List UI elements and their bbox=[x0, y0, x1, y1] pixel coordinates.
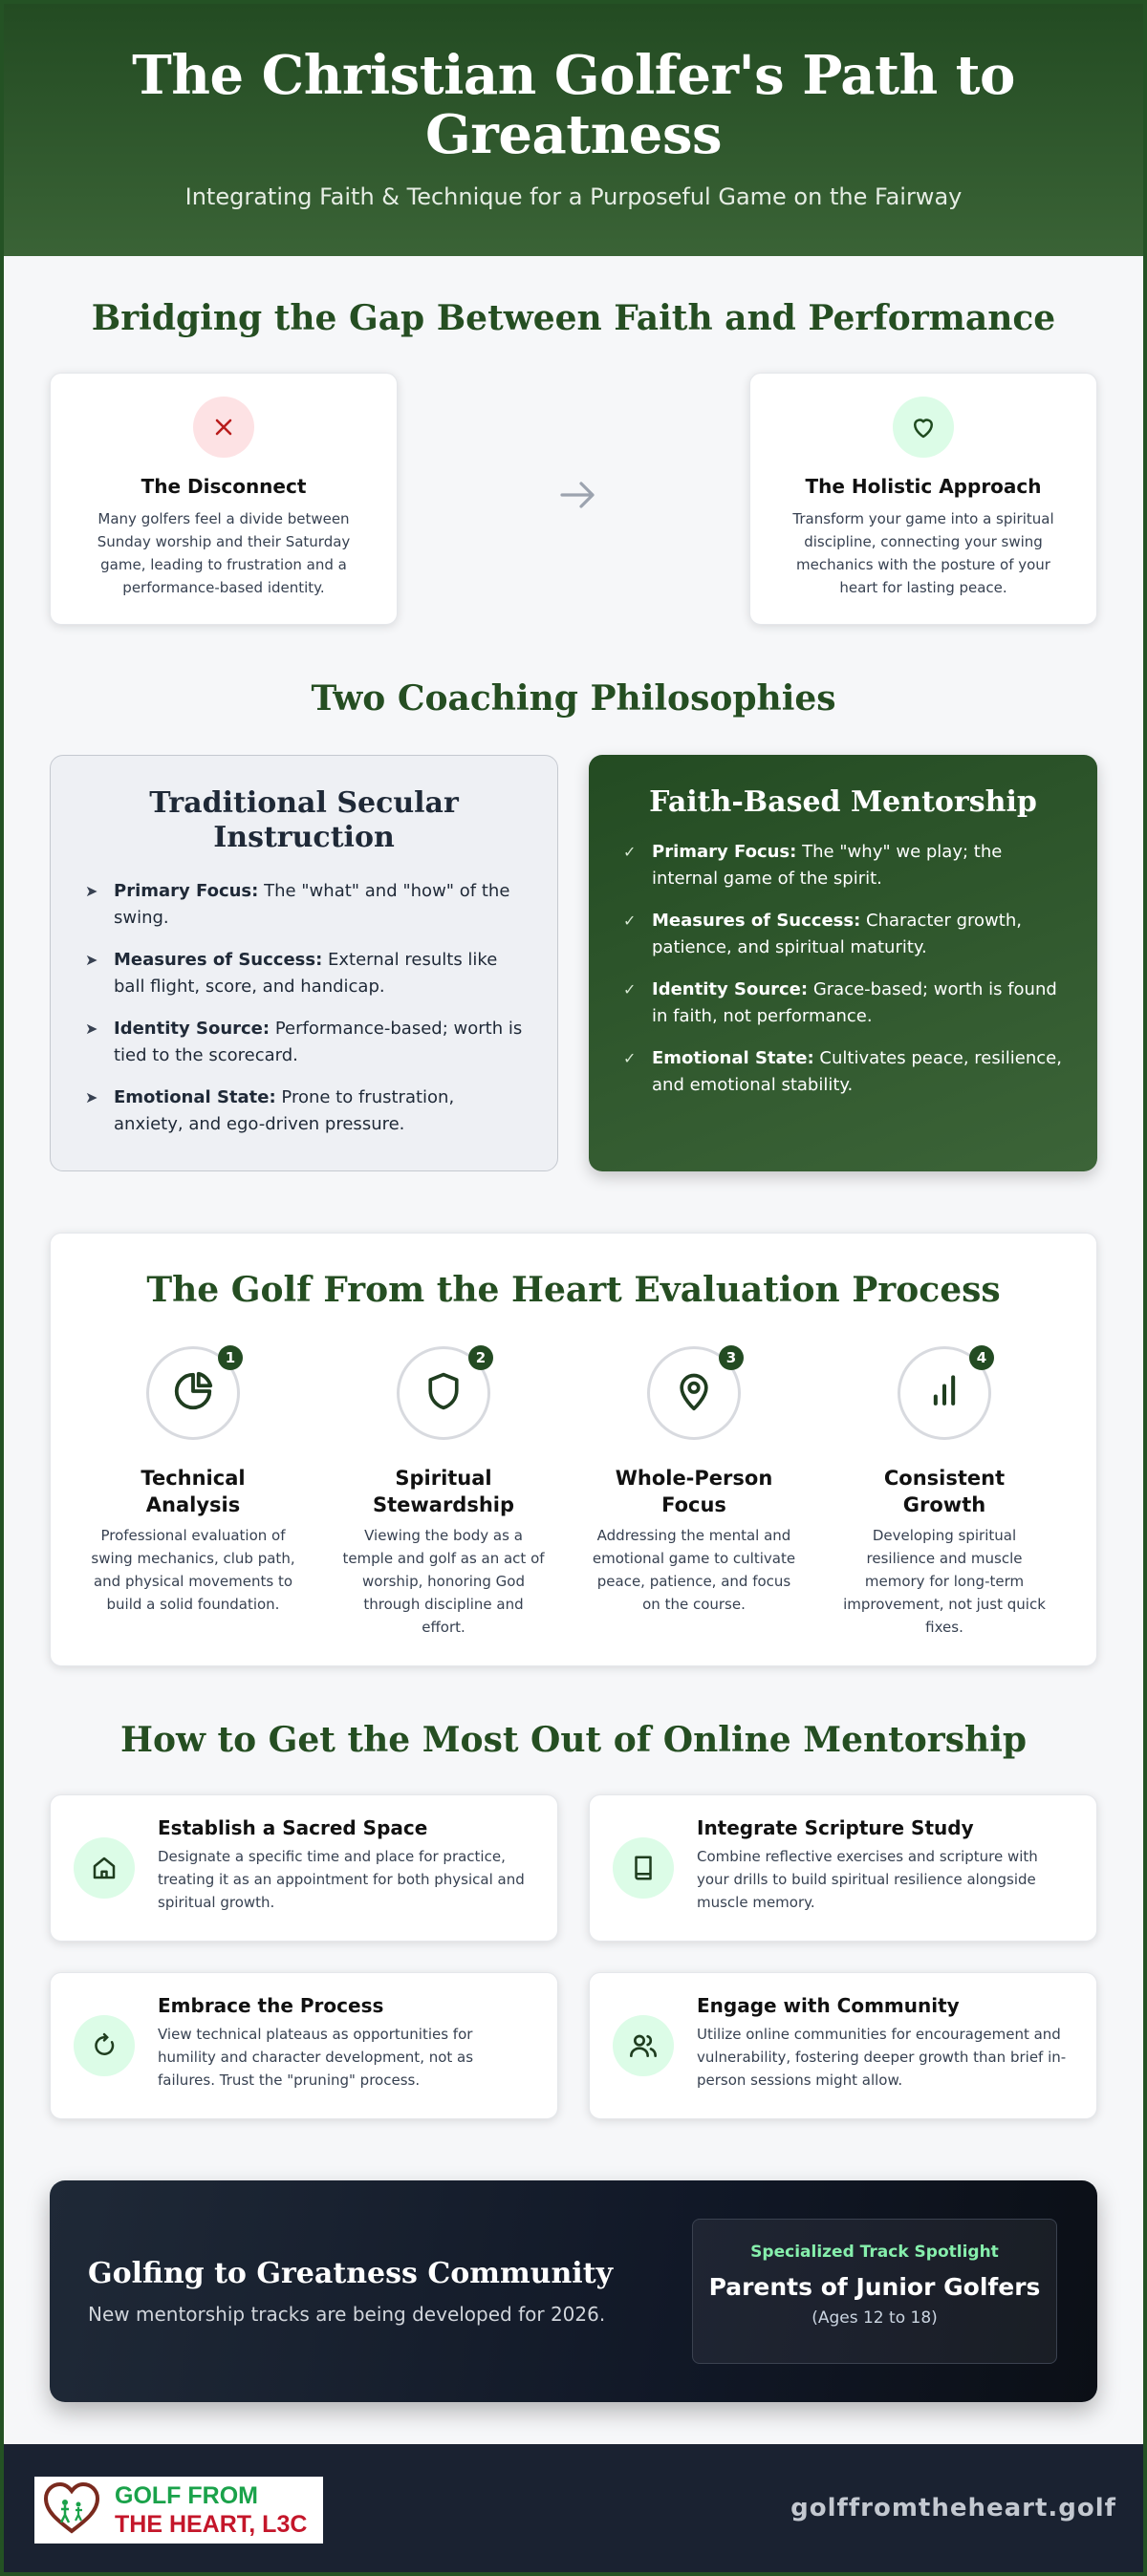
disconnect-text: Many golfers feel a divide between Sunday worship and their Saturday game, leading to frustration and a performance-based identity. bbox=[97, 510, 351, 596]
tip-engage-community bbox=[589, 1972, 1097, 2119]
item-label: Measures of Success: bbox=[652, 911, 861, 931]
step-text: Addressing the mental and emotional game to cultivate peace, patience, and focus on the course. bbox=[592, 1527, 796, 1613]
arrow-right-icon bbox=[554, 472, 600, 518]
list-item bbox=[623, 1045, 1063, 1099]
item-text: The "what" and "how" of the swing. bbox=[114, 881, 510, 928]
check-icon: ✓ bbox=[623, 912, 637, 930]
community-subtitle: New mentorship tracks are being developed for 2026. bbox=[88, 2303, 606, 2326]
item-text: External results like ball flight, score, and handicap. bbox=[114, 950, 498, 997]
tip-text: Combine reflective exercises and scripture with your drills to build spiritual resilience alongside muscle memory. bbox=[697, 1848, 1038, 1911]
list-item bbox=[85, 1016, 523, 1069]
heart-icon bbox=[893, 397, 954, 458]
item-text: Prone to frustration, anxiety, and ego-driven pressure. bbox=[114, 1087, 455, 1134]
tips-title: How to Get the Most Out of Online Mentorship bbox=[119, 1720, 1028, 1760]
bar-chart-icon bbox=[923, 1370, 965, 1416]
item-text: The "why" we play; the internal game of the spirit. bbox=[652, 842, 1003, 889]
bridge-section-title: Bridging the Gap Between Faith and Performance bbox=[91, 298, 1056, 338]
spotlight-title: Parents of Junior Golfers bbox=[708, 2273, 1041, 2301]
item-label: Primary Focus: bbox=[114, 881, 259, 901]
list-item bbox=[623, 977, 1063, 1030]
item-text: Performance-based; worth is tied to the scorecard. bbox=[114, 1019, 523, 1065]
step-text: Developing spiritual resilience and muscle memory for long-term improvement, not just quick fixes. bbox=[843, 1527, 1046, 1636]
step-number-badge: 4 bbox=[969, 1345, 994, 1370]
step-heading: Technical Analysis bbox=[141, 1467, 246, 1516]
tip-sacred-space bbox=[50, 1794, 558, 1942]
pie-chart-icon bbox=[171, 1369, 215, 1417]
arrow-bullet-icon: ➤ bbox=[85, 1088, 98, 1106]
item-text: Grace-based; worth is found in faith, not performance. bbox=[652, 979, 1057, 1026]
tip-heading: Engage with Community bbox=[697, 1994, 960, 2017]
tip-embrace-process bbox=[50, 1972, 558, 2119]
community-banner bbox=[50, 2180, 1097, 2402]
step-text: Professional evaluation of swing mechanics, club path, and physical movements to build a solid foundation. bbox=[91, 1527, 295, 1613]
item-label: Primary Focus: bbox=[652, 842, 797, 862]
page-subtitle: Integrating Faith & Technique for a Purposeful Game on the Fairway bbox=[184, 183, 963, 210]
page-title: The Christian Golfer's Path to Greatness bbox=[132, 44, 1015, 166]
item-label: Emotional State: bbox=[652, 1048, 814, 1068]
spotlight-kicker: Specialized Track Spotlight bbox=[750, 2243, 999, 2262]
item-text: Cultivates peace, resilience, and emotional stability. bbox=[652, 1048, 1062, 1095]
tip-text: View technical plateaus as opportunities for humility and character development, not as failures. Trust the "pruning" process. bbox=[158, 2026, 474, 2089]
tip-heading: Integrate Scripture Study bbox=[697, 1816, 974, 1839]
step-whole-person-focus bbox=[569, 1346, 819, 1639]
logo-line-1: GOLF FROM bbox=[115, 2482, 258, 2509]
website-link[interactable]: golffromtheheart.golf bbox=[790, 2494, 1116, 2522]
step-heading: Spiritual Stewardship bbox=[372, 1467, 515, 1516]
map-pin-icon bbox=[673, 1370, 715, 1416]
faith-list bbox=[589, 839, 1097, 1099]
disconnect-card bbox=[50, 373, 398, 625]
tip-text: Designate a specific time and place for practice, treating it as an appointment for both physical and spiritual growth. bbox=[158, 1848, 525, 1911]
holistic-card bbox=[749, 373, 1097, 625]
spotlight-ages: (Ages 12 to 18) bbox=[812, 2308, 938, 2328]
tip-heading: Establish a Sacred Space bbox=[158, 1816, 428, 1839]
book-icon bbox=[613, 1837, 674, 1899]
step-heading: Whole-Person Focus bbox=[615, 1467, 773, 1516]
list-item bbox=[623, 908, 1063, 961]
disconnect-heading: The Disconnect bbox=[141, 475, 307, 498]
arrow-bullet-icon: ➤ bbox=[85, 1020, 98, 1038]
list-item bbox=[623, 839, 1063, 892]
community-title: Golfing to Greatness Community bbox=[88, 2257, 613, 2290]
close-icon bbox=[193, 397, 254, 458]
check-icon: ✓ bbox=[623, 843, 637, 861]
step-number-badge: 1 bbox=[218, 1345, 243, 1370]
item-label: Measures of Success: bbox=[114, 950, 323, 970]
brand-logo[interactable] bbox=[34, 2477, 323, 2544]
bridge-section bbox=[50, 373, 1097, 625]
item-label: Identity Source: bbox=[652, 979, 809, 999]
faith-mentorship-panel bbox=[589, 755, 1097, 1171]
step-icon-circle bbox=[898, 1346, 991, 1440]
home-icon bbox=[74, 1837, 135, 1899]
faith-heading: Faith-Based Mentorship bbox=[649, 785, 1037, 819]
step-technical-analysis bbox=[68, 1346, 318, 1639]
secular-heading: Traditional Secular Instruction bbox=[149, 786, 459, 854]
evaluation-process-card bbox=[50, 1233, 1097, 1666]
check-icon: ✓ bbox=[623, 980, 637, 998]
heart-golfers-logo-icon bbox=[40, 2479, 103, 2541]
shield-icon bbox=[422, 1370, 465, 1416]
tip-text: Utilize online communities for encouragement and vulnerability, fostering deeper growth than brief in-person sessions might allow. bbox=[697, 2026, 1067, 2089]
hero-header bbox=[4, 4, 1143, 256]
list-item bbox=[85, 947, 523, 1000]
item-label: Identity Source: bbox=[114, 1019, 271, 1039]
step-text: Viewing the body as a temple and golf as an act of worship, honoring God through discipline and effort. bbox=[342, 1527, 545, 1636]
logo-line-2: THE HEART, L3C bbox=[115, 2511, 308, 2538]
step-number-badge: 3 bbox=[719, 1345, 744, 1370]
tip-heading: Embrace the Process bbox=[158, 1994, 384, 2017]
secular-instruction-panel bbox=[50, 755, 558, 1171]
step-number-badge: 2 bbox=[468, 1345, 493, 1370]
philosophies-title: Two Coaching Philosophies bbox=[311, 678, 836, 719]
tip-scripture-study bbox=[589, 1794, 1097, 1942]
arrow-bullet-icon: ➤ bbox=[85, 951, 98, 969]
spotlight-box bbox=[692, 2219, 1057, 2364]
item-label: Emotional State: bbox=[114, 1087, 276, 1107]
step-spiritual-stewardship bbox=[318, 1346, 569, 1639]
users-icon bbox=[613, 2015, 674, 2076]
logo-text bbox=[115, 2481, 307, 2539]
evaluation-steps bbox=[51, 1346, 1096, 1639]
evaluation-title: The Golf From the Heart Evaluation Process bbox=[146, 1270, 1001, 1310]
step-consistent-growth bbox=[819, 1346, 1070, 1639]
step-icon-circle bbox=[647, 1346, 741, 1440]
secular-list bbox=[51, 878, 557, 1138]
arrow-bullet-icon: ➤ bbox=[85, 882, 98, 900]
check-icon: ✓ bbox=[623, 1049, 637, 1067]
step-icon-circle bbox=[146, 1346, 240, 1440]
step-icon-circle bbox=[397, 1346, 490, 1440]
list-item bbox=[85, 1084, 523, 1138]
holistic-text: Transform your game into a spiritual discipline, connecting your swing mechanics with the posture of your heart for lasting peace. bbox=[792, 510, 1054, 596]
list-item bbox=[85, 878, 523, 932]
holistic-heading: The Holistic Approach bbox=[805, 475, 1042, 498]
item-text: Character growth, patience, and spiritual maturity. bbox=[652, 911, 1022, 957]
refresh-icon bbox=[74, 2015, 135, 2076]
step-heading: Consistent Growth bbox=[883, 1467, 1006, 1516]
footer bbox=[4, 2444, 1143, 2576]
